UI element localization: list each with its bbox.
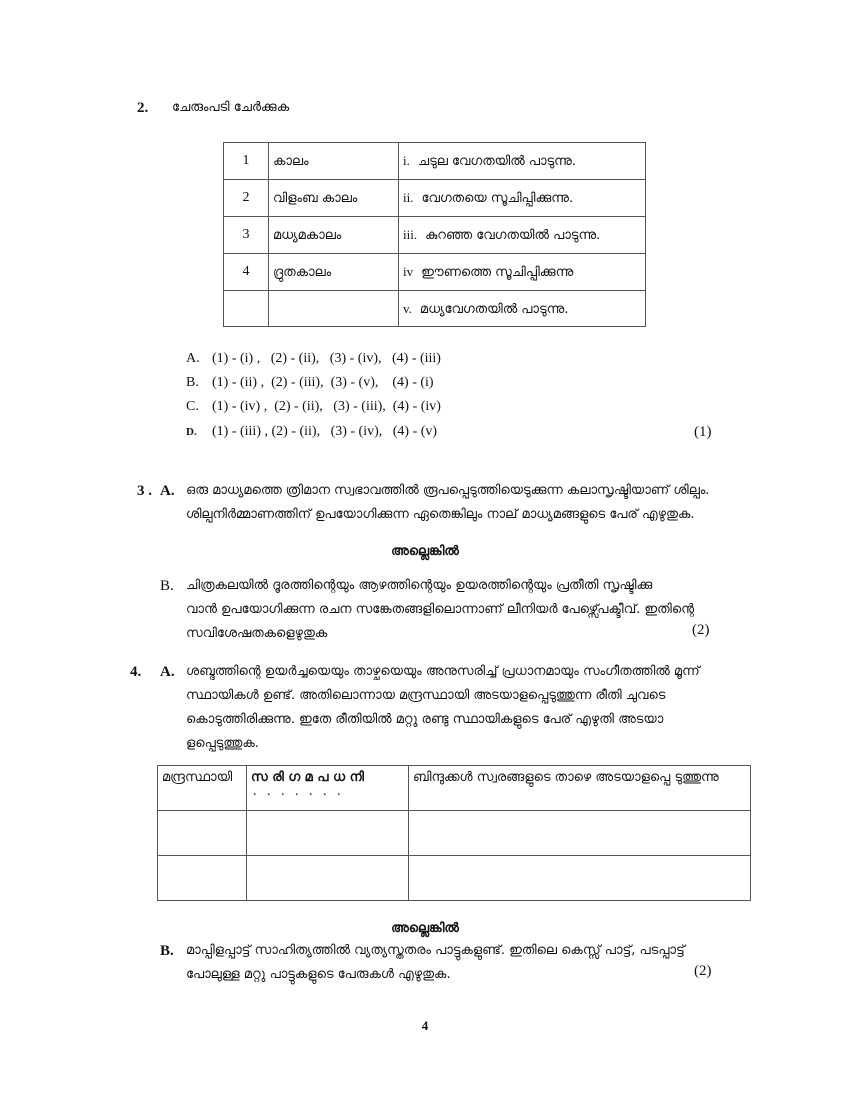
- match-desc-cell: [399, 291, 646, 327]
- q4-a-line3: കൊടുത്തിരിക്കുന്നു. ഇതേ രീതിയിൽ മറ്റു രണ്ടു സ്ഥായികളുടെ പേര് എഴുതി അടയാ: [186, 712, 664, 727]
- q4-a-label: A.: [160, 664, 175, 680]
- match-term: ദ്രുതകാലം: [269, 254, 399, 291]
- question-2-title: ചേരുംപടി ചേർക്കുക: [172, 100, 290, 115]
- match-desc: ചടുല വേഗതയിൽ പാടുന്നു.: [417, 154, 577, 169]
- match-term: മധ്യമകാലം: [269, 217, 399, 254]
- q4-b-label: B.: [160, 943, 174, 959]
- match-desc: ഈണത്തെ സൂചിപ്പിക്കുന്നു: [421, 265, 574, 280]
- empty-cell: [247, 856, 409, 901]
- sthayi-notes-cell: [247, 766, 409, 811]
- q4-or-heading: അല്ലെങ്കിൽ: [391, 921, 459, 936]
- option-d-text: (1) - (iii) , (2) - (ii), (3) - (iv), (4) - (v): [212, 424, 438, 439]
- option-b-label: B.: [186, 375, 199, 390]
- option-a-label: A.: [186, 351, 200, 366]
- match-table: [223, 142, 646, 327]
- match-desc-cell: [399, 217, 646, 254]
- match-term: കാലം: [269, 143, 399, 180]
- match-desc-cell: [399, 180, 646, 217]
- match-row: [224, 143, 646, 180]
- option-c-text: (1) - (iv) , (2) - (ii), (3) - (iii), (4) - (iv): [212, 399, 441, 414]
- q4-a-line1: ശബ്ദത്തിന്റെ ഉയർച്ചയെയും താഴ്ചയെയും അനുസരിച്ച് പ്രധാനമായും സംഗീതത്തിൽ മൂന്ന്: [186, 664, 700, 679]
- sthayi-desc-cell: [409, 766, 751, 811]
- match-num: 3: [224, 217, 269, 254]
- question-4-number: 4.: [130, 664, 142, 680]
- sthayi-name: മന്ദ്രസ്ഥായി: [162, 770, 233, 785]
- match-num: 4: [224, 254, 269, 291]
- q3-a-line1: ഒരു മാധ്യമത്തെ ത്രിമാന സ്വഭാവത്തിൽ രൂപപ്പെടുത്തിയെടുക്കുന്ന കലാസൃഷ്ടിയാണ് ശില്പം.: [186, 483, 710, 498]
- match-term: വിളംബ കാലം: [269, 180, 399, 217]
- match-desc: കുറഞ്ഞ വേഗതയിൽ പാടുന്നു.: [425, 228, 601, 243]
- sthayi-table: [157, 765, 751, 901]
- q3-b-line1: ചിത്രകലയിൽ ദൂരത്തിന്റെയും ആഴത്തിന്റെയും ഉയരത്തിന്റെയും പ്രതീതി സൃഷ്ടിക്കു: [186, 578, 653, 593]
- match-num: [224, 291, 269, 327]
- option-b-text: (1) - (ii) , (2) - (iii), (3) - (v), (4) - (i): [212, 375, 434, 390]
- q3-a-label: A.: [160, 483, 175, 499]
- swara-dots: . . . . . . .: [253, 784, 341, 799]
- swara-notes: സ രി ഗ മ പ ധ നി: [251, 770, 364, 785]
- option-d-label: D.: [186, 426, 197, 438]
- match-num: 2: [224, 180, 269, 217]
- option-c-label: C.: [186, 399, 199, 414]
- match-roman: ii.: [403, 190, 414, 205]
- empty-cell: [409, 856, 751, 901]
- q3-b-line2: വാൻ ഉപയോഗിക്കുന്ന രചന സങ്കേതങ്ങളിലൊന്നാണ് ലീനിയർ പേഴ്സ്പെക്ടീവ്. ഇതിന്റെ: [186, 602, 695, 617]
- match-desc: മധ്യവേഗതയിൽ പാടുന്നു.: [419, 301, 569, 317]
- empty-cell: [247, 811, 409, 856]
- match-row: [224, 180, 646, 217]
- empty-cell: [158, 856, 247, 901]
- q3-b-line3: സവിശേഷതകളെഴുതുക: [186, 626, 328, 641]
- match-row: [224, 291, 646, 327]
- q4-b-line2: പോലുള്ള മറ്റു പാട്ടുകളുടെ പേരുകൾ എഴുതുക.: [186, 967, 451, 982]
- q3-a-line2: ശില്പനിർമ്മാണത്തിന് ഉപയോഗിക്കുന്ന ഏതെങ്കിലും നാല് മാധ്യമങ്ങളുടെ പേര് എഴുതുക.: [186, 507, 695, 522]
- q4-marks: (2): [694, 963, 712, 979]
- match-term: [269, 291, 399, 327]
- q4-b-line1: മാപ്പിളപ്പാട്ട് സാഹിത്യത്തിൽ വ്യത്യസ്തതരം പാട്ടുകളുണ്ട്. ഇതിലെ കെസ്സ് പാട്ട്, പടപ്പാട്ട്: [186, 943, 685, 958]
- match-row: [224, 217, 646, 254]
- match-desc-cell: [399, 254, 646, 291]
- match-row: [224, 254, 646, 291]
- q4-a-line2: സ്ഥായികൾ ഉണ്ട്. അതിലൊന്നായ മന്ദ്രസ്ഥായി അടയാളപ്പെടുത്തുന്ന രീതി ചുവടെ: [186, 688, 666, 703]
- sthayi-name-cell: [158, 766, 247, 811]
- match-roman: v.: [403, 300, 412, 316]
- match-desc: വേഗതയെ സൂചിപ്പിക്കുന്നു.: [421, 191, 574, 206]
- question-3-number: 3 .: [137, 483, 152, 499]
- empty-cell: [158, 811, 247, 856]
- q3-b-label: B.: [160, 578, 174, 594]
- q2-marks: (1): [694, 424, 712, 440]
- match-roman: i.: [403, 153, 410, 168]
- q4-a-line4: ളപ്പെടുത്തുക.: [186, 736, 259, 751]
- page-number: 4: [421, 1018, 429, 1033]
- sthayi-desc: ബിന്ദുക്കൾ സ്വരങ്ങളുടെ താഴെ അടയാളപ്പെ ടുത്തുന്നു: [413, 770, 719, 785]
- empty-cell: [409, 811, 751, 856]
- match-num: 1: [224, 143, 269, 180]
- option-a-text: (1) - (i) , (2) - (ii), (3) - (iv), (4) - (iii): [212, 351, 441, 366]
- question-2-number: 2.: [137, 100, 149, 116]
- q3-marks: (2): [692, 622, 710, 638]
- match-desc-cell: [399, 143, 646, 180]
- match-roman: iv: [403, 264, 414, 279]
- q3-or-heading: അല്ലെങ്കിൽ: [391, 544, 459, 559]
- match-roman: iii.: [403, 227, 418, 242]
